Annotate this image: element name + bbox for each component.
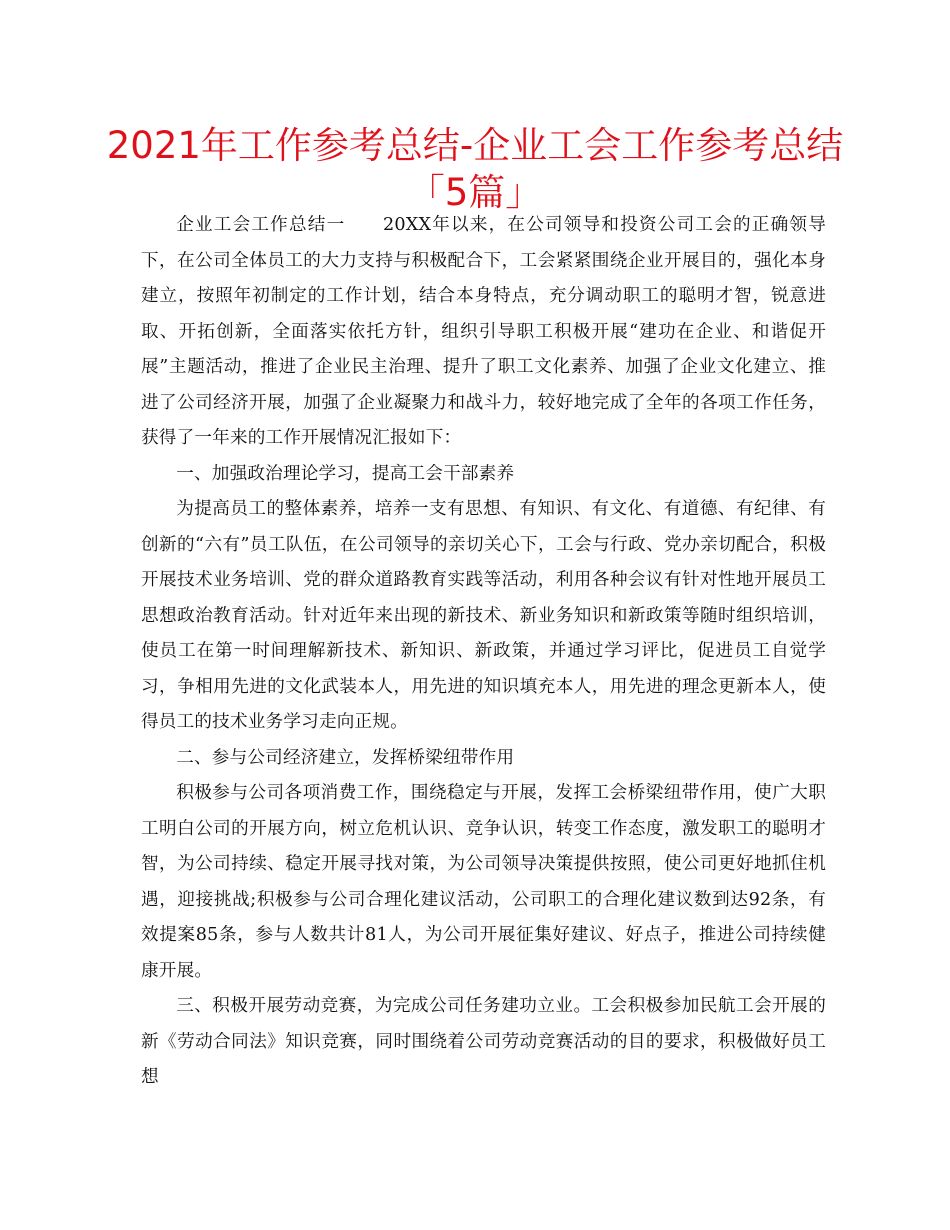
paragraph-section-2: 积极参与公司各项消费工作，围绕稳定与开展，发挥工会桥梁纽带作用，使广大职工明白公司的开展方向，树立危机认识、竞争认识，转变工作态度，激发职工的聪明才智，为公司持续、稳定开展寻找对策，为公司领导决策提供按照，使公司更好地抓住机遇，迎接挑战;积极参与公司合理化建议活动，公司职工的合理化建议数到达92条，有效提案85条，参与人数共计81人，为公司开展征集好建议、好点子，推进公司持续健康开展。 — [141, 783, 826, 981]
paragraph-section-1: 为提高员工的整体素养，培养一支有思想、有知识、有文化、有道德、有纪律、有创新的“六有”员工队伍，在公司领导的亲切关心下，工会与行政、党办亲切配合，积极开展技术业务培训、党的群众道路教育实践等活动，利用各种会议有针对性地开展员工思想政治教育活动。针对近年来出现的新技术、新业务知识和新政策等随时组织培训，使员工在第一时间理解新技术、新知识、新政策，并通过学习评比，促进员工自觉学习，争相用先进的文化武装本人，用先进的知识填充本人，用先进的理念更新本人，使得员工的技术业务学习走向正规。 — [141, 499, 826, 732]
title-line-1: 2021年工作参考总结-企业工会工作参考总结 — [106, 124, 844, 167]
paragraph-intro: 企业工会工作总结一 20XX年以来，在公司领导和投资公司工会的正确领导下，在公司全体员工的大力支持与积极配合下，工会紧紧围绕企业开展目的，强化本身建立，按照年初制定的工作计划，结合本身特点，充分调动职工的聪明才智，锐意进取、开拓创新，全面落实依托方针，组织引导职工积极开展“建功在企业、和谐促开展”主题活动，推进了企业民主治理、提升了职工文化素养、加强了企业文化建立、推进了公司经济开展，加强了企业凝聚力和战斗力，较好地完成了全年的各项工作任务，获得了一年来的工作开展情况汇报如下： — [141, 215, 826, 448]
section-heading-1: 一、加强政治理论学习，提高工会干部素养 — [176, 463, 515, 484]
section-heading-2: 二、参与公司经济建立，发挥桥梁纽带作用 — [176, 747, 515, 768]
paragraph-section-3: 三、积极开展劳动竞赛，为完成公司任务建功立业。工会积极参加民航工会开展的新《劳动合同法》知识竞赛，同时围绕着公司劳动竞赛活动的目的要求，积极做好员工想 — [141, 996, 826, 1087]
document-body — [141, 208, 826, 1096]
title-line-2: 「5篇」 — [407, 171, 543, 214]
document-title — [100, 122, 850, 216]
